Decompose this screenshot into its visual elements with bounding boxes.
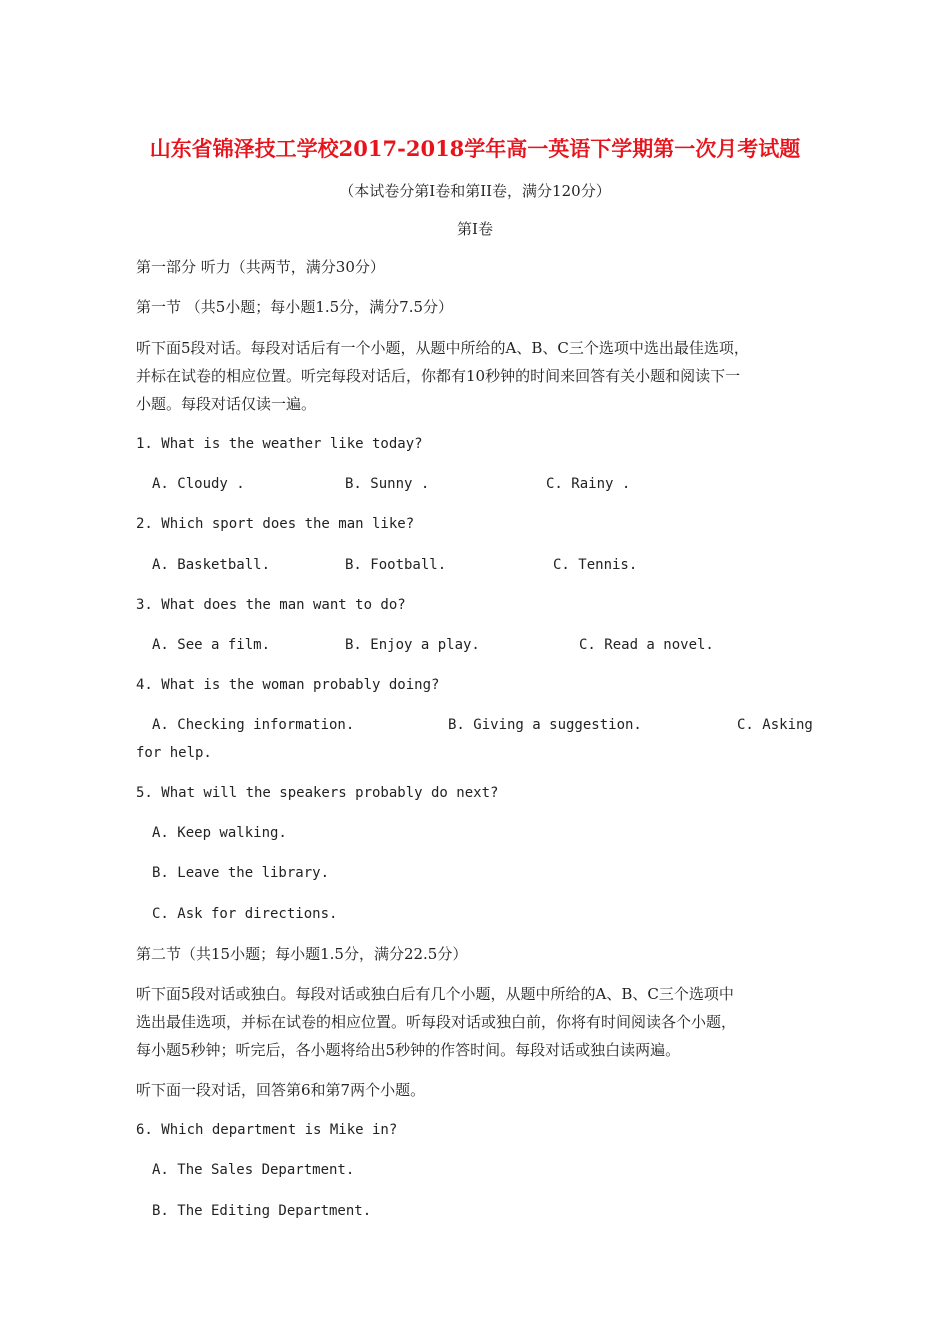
section1-instruction-line: 并标在试卷的相应位置。听完每段对话后，你都有10秒钟的时间来回答有关小题和阅读下一 — [136, 367, 741, 385]
section2-instruction-line: 每小题5秒钟；听完后，各小题将给出5秒钟的作答时间。每段对话或独白读两遍。 — [136, 1041, 681, 1059]
section1-instruction-line: 听下面5段对话。每段对话后有一个小题，从题中所给的A、B、C三个选项中选出最佳选项， — [136, 339, 749, 357]
question-5-stem: 5. What will the speakers probably do next? — [136, 785, 499, 801]
dialogue-intro: 听下面一段对话，回答第6和第7两个小题。 — [136, 1081, 426, 1099]
question-4-option-b: B. Giving a suggestion. — [448, 717, 642, 733]
question-3-stem: 3. What does the man want to do? — [136, 597, 406, 613]
section1-instruction-line: 小题。每段对话仅读一遍。 — [136, 395, 317, 413]
exam-subtitle: （本试卷分第Ⅰ卷和第II卷，满分120分） — [339, 182, 611, 200]
question-3-option-b: B. Enjoy a play. — [345, 637, 480, 653]
question-6-stem: 6. Which department is Mike in? — [136, 1122, 398, 1138]
volume-heading: 第Ⅰ卷 — [457, 220, 493, 238]
question-2-stem: 2. Which sport does the man like? — [136, 516, 415, 532]
section2-instruction-line: 听下面5段对话或独白。每段对话或独白后有几个小题，从题中所给的A、B、C三个选项中 — [136, 985, 734, 1003]
question-4-stem: 4. What is the woman probably doing? — [136, 677, 440, 693]
question-4-option-c: C. Asking — [737, 717, 813, 733]
question-6-option-a: A. The Sales Department. — [152, 1162, 355, 1178]
question-1-option-c: C. Rainy . — [546, 476, 631, 492]
exam-title: 山东省锦泽技工学校2017-2018学年高一英语下学期第一次月考试题 — [149, 136, 801, 161]
question-2-option-c: C. Tennis. — [553, 557, 638, 573]
question-1-option-b: B. Sunny . — [345, 476, 430, 492]
question-6-option-b: B. The Editing Department. — [152, 1203, 372, 1219]
section2-heading: 第二节（共15小题；每小题1.5分，满分22.5分） — [136, 945, 468, 963]
question-1-option-a: A. Cloudy . — [152, 476, 245, 492]
question-3-option-a: A. See a film. — [152, 637, 271, 653]
question-3-option-c: C. Read a novel. — [579, 637, 714, 653]
question-2-option-a: A. Basketball. — [152, 557, 271, 573]
part1-heading: 第一部分 听力（共两节，满分30分） — [136, 258, 385, 276]
section2-instruction-line: 选出最佳选项，并标在试卷的相应位置。听每段对话或独白前，你将有时间阅读各个小题， — [136, 1013, 737, 1031]
question-5-option-c: C. Ask for directions. — [152, 906, 338, 922]
question-5-option-b: B. Leave the library. — [152, 865, 330, 881]
question-4-option-a: A. Checking information. — [152, 717, 355, 733]
question-5-option-a: A. Keep walking. — [152, 825, 287, 841]
question-4-option-c-continued: for help. — [136, 745, 212, 761]
section1-heading: 第一节 （共5小题；每小题1.5分，满分7.5分） — [136, 298, 454, 316]
question-2-option-b: B. Football. — [345, 557, 447, 573]
question-1-stem: 1. What is the weather like today? — [136, 436, 423, 452]
